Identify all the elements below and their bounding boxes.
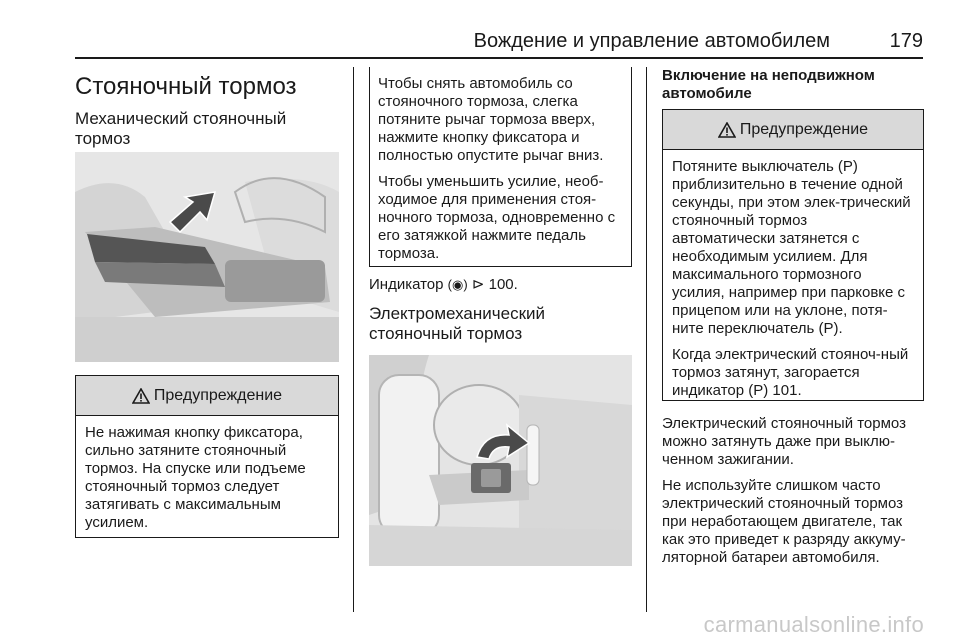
column-3-lower bbox=[662, 415, 924, 567]
instruction-box bbox=[369, 67, 632, 267]
electric-brake-switch-image bbox=[369, 355, 632, 566]
section-heading: Стояночный тормоз bbox=[75, 73, 297, 100]
warning-box-mechanical bbox=[75, 375, 339, 538]
battery-warning-note: Не используйте слишком часто электрический стояночный тормоз при неработающем двигателе, так как это приведет к разряду аккуму-ляторной батареи автомобиля. bbox=[662, 477, 906, 566]
warning-title: Предупреждение bbox=[153, 386, 283, 404]
indicator-page-ref: 100. bbox=[488, 276, 518, 293]
column-divider-1 bbox=[353, 67, 354, 612]
subsection-heading: Механический стояночный тормоз bbox=[75, 109, 287, 148]
warning-triangle-icon bbox=[718, 122, 736, 138]
force-reduction-tip: Чтобы уменьшить усилие, необ-ходимое для применения стоя-ночного тормоза, одновременно с его затяжкой нажмите педаль тормоза. bbox=[378, 173, 616, 262]
column-1 bbox=[75, 67, 339, 149]
page-number: 179 bbox=[889, 30, 923, 52]
running-title: Вождение и управление автомобилем bbox=[473, 30, 830, 52]
warning-triangle-icon bbox=[132, 388, 150, 404]
header-rule bbox=[75, 57, 923, 59]
warning-header bbox=[76, 375, 338, 416]
watermark: carmanualsonline.info bbox=[703, 612, 924, 637]
subsection-heading-stationary: Включение на неподвижном автомобиле bbox=[662, 67, 875, 102]
column-3 bbox=[662, 67, 924, 103]
column-divider-2 bbox=[646, 67, 647, 612]
release-instruction: Чтобы снять автомобиль со стояночного тормоза, слегка потяните рычаг тормоза вверх, нажмите кнопку фиксатора и полностью опустите рычаг вниз. bbox=[378, 75, 604, 164]
warning-text-electric-1: Потяните выключатель (P) приблизительно в течение одной секунды, при этом элек-трический стояночный тормоз автоматически затянется с необходимым усилием. Для максимального тормозного усилия, например при парковке с прицепом или на уклоне, потя-ните переключатель (P). bbox=[672, 158, 911, 337]
handbrake-illustration bbox=[75, 152, 339, 362]
ignition-off-note: Электрический стояночный тормоз можно затянуть даже при выклю-ченном зажигании. bbox=[662, 415, 906, 468]
page-ref-arrow-icon: ⊳ bbox=[471, 276, 485, 293]
warning-title-electric: Предупреждение bbox=[739, 120, 869, 138]
indicator-reference bbox=[369, 276, 632, 294]
indicator-label: Индикатор bbox=[369, 276, 444, 293]
subsection-heading-electric: Электромеханический стояночный тормоз bbox=[369, 304, 546, 343]
column-2-lower bbox=[369, 276, 632, 344]
switch-illustration bbox=[369, 355, 632, 566]
warning-text-electric-2: Когда электрический стояноч-ный тормоз затянут, загорается индикатор (P) 101. bbox=[672, 346, 909, 399]
parking-brake-indicator-icon: (◉) bbox=[447, 277, 468, 292]
warning-box-electric bbox=[662, 109, 924, 401]
warning-header-electric bbox=[663, 109, 923, 150]
warning-text: Не нажимая кнопку фиксатора, сильно затяните стояночный тормоз. На спуске или подъеме стояночный тормоз следует затягивать с максимальным усилием. bbox=[85, 424, 306, 531]
handbrake-lever-image bbox=[75, 152, 339, 362]
page-header bbox=[0, 26, 960, 62]
